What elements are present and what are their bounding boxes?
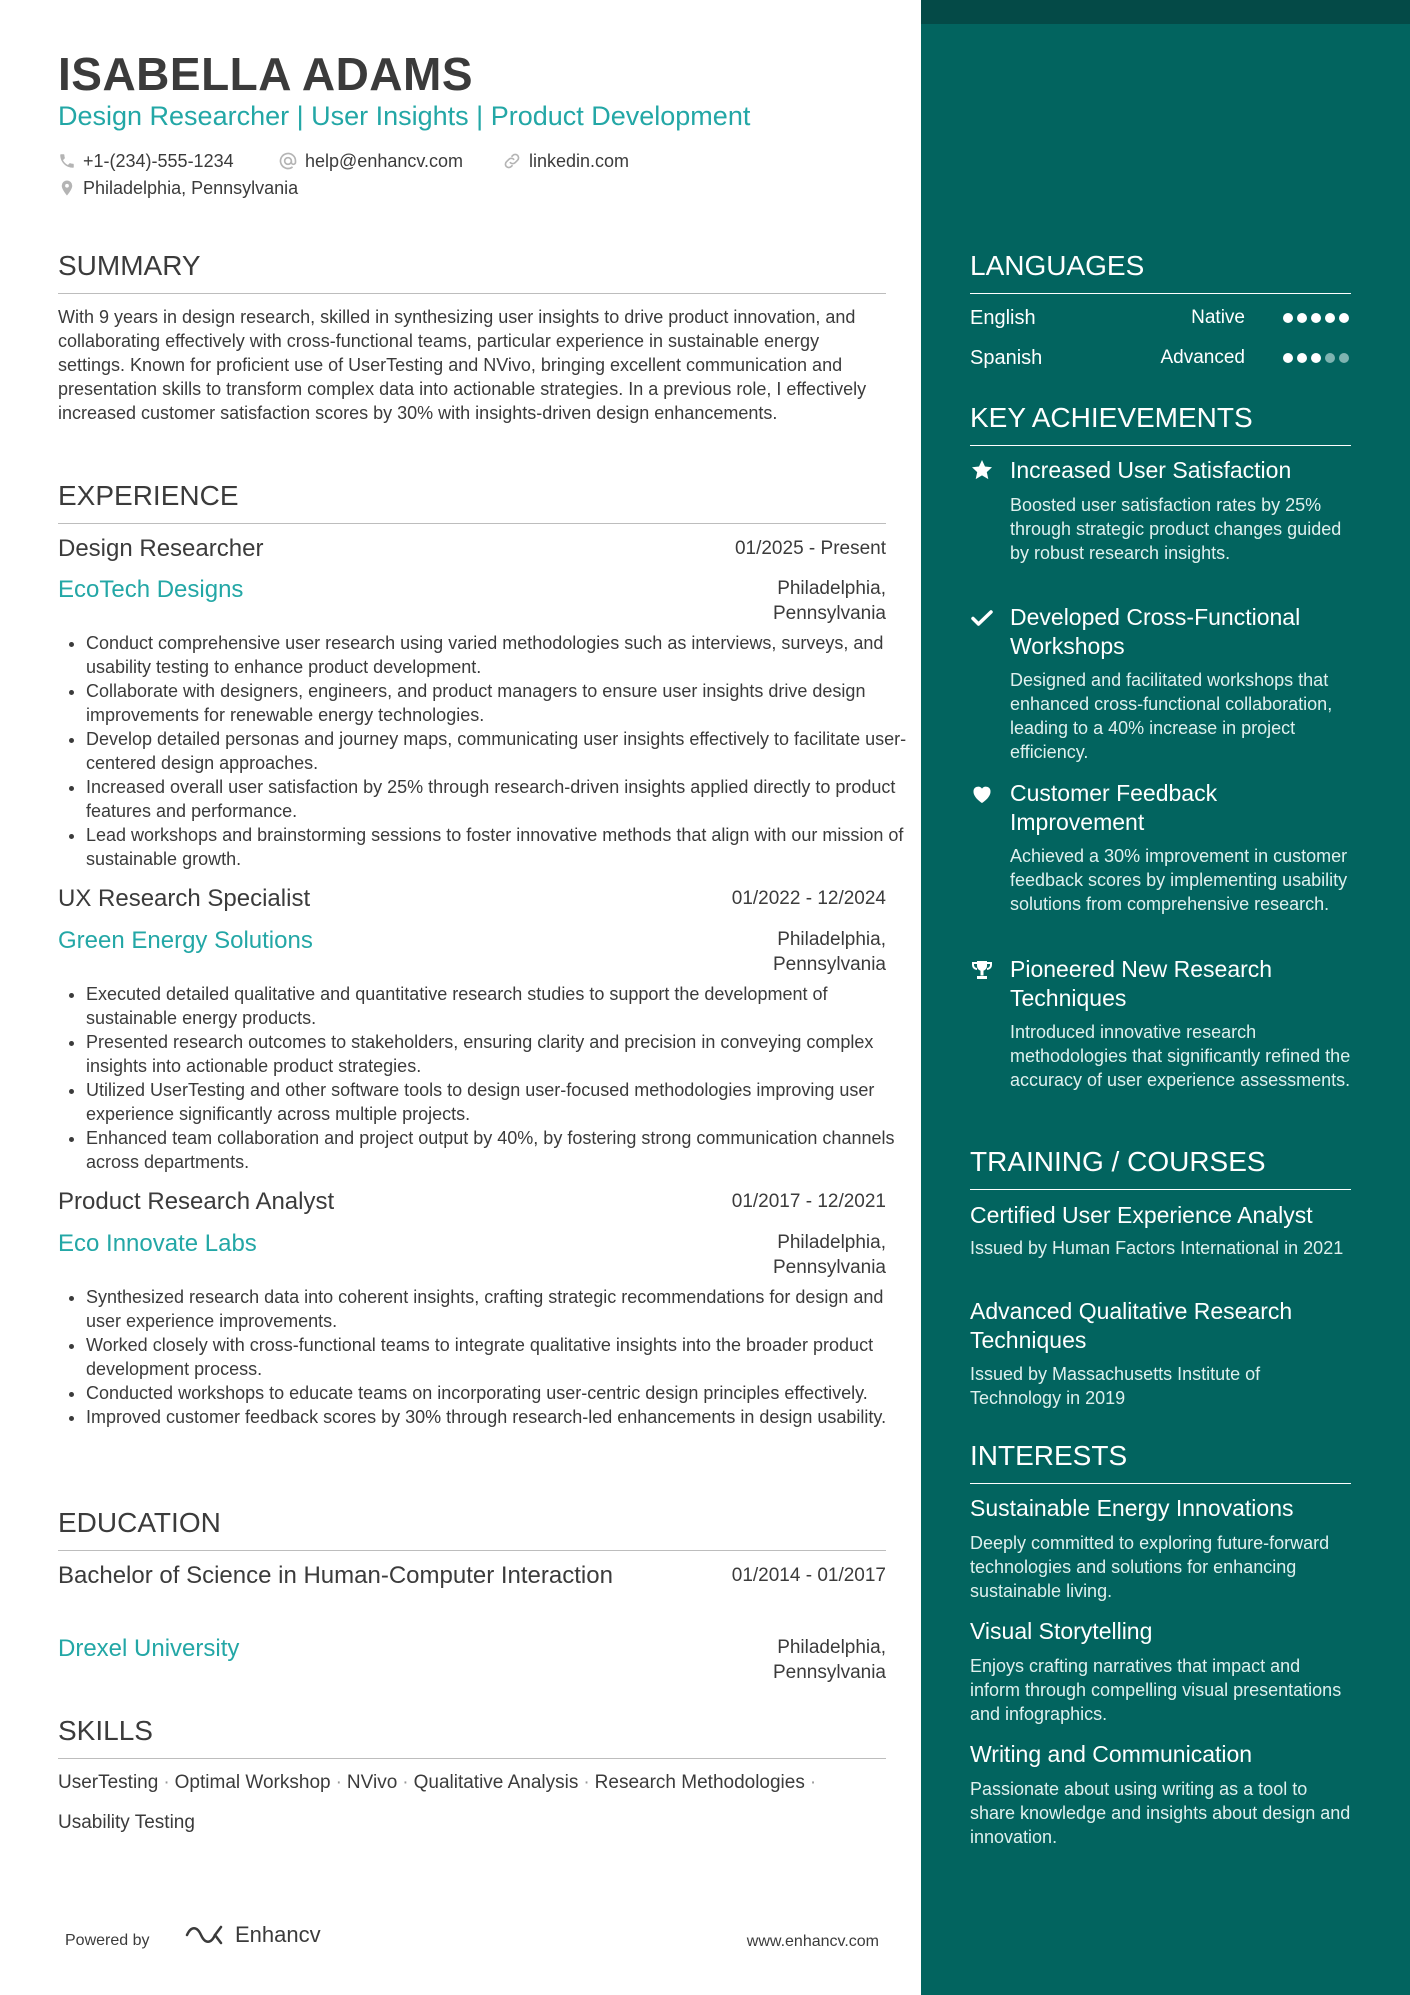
skill-separator: · <box>583 1772 590 1793</box>
language-level: Advanced <box>1160 347 1245 368</box>
contact-phone <box>58 149 234 173</box>
summary-heading: SUMMARY <box>58 248 886 294</box>
interest-desc: Passionate about using writing as a tool to share knowledge and insights about design and innovation. <box>970 1779 1351 1847</box>
interest-desc: Deeply committed to exploring future-forward technologies and solutions for enhancing sustainable living. <box>970 1533 1330 1601</box>
rating-dot-filled <box>1297 353 1307 363</box>
job-bullets <box>58 1285 914 1429</box>
languages-heading: LANGUAGES <box>970 248 1351 294</box>
interest-title: Writing and Communication <box>970 1741 1253 1767</box>
job-date: 01/2022 - 12/2024 <box>731 888 886 909</box>
job-bullets <box>58 631 914 871</box>
company-name: Green Energy Solutions <box>58 927 313 954</box>
linkedin-text[interactable]: linkedin.com <box>529 151 630 171</box>
language-name: Spanish <box>970 347 1043 369</box>
list-item: • Conducted workshops to educate teams on incorporating user-centric design principles effectively. <box>86 1381 914 1405</box>
contact-linkedin <box>502 149 629 173</box>
list-item: • Increased overall user satisfaction by 25% through research-driven insights applied directly to product features and performance. <box>86 775 914 823</box>
list-item: • Presented research outcomes to stakeholders, ensuring clarity and precision in conveying complex insights into actionable product strategies. <box>86 1030 914 1078</box>
rating-dot-filled <box>1339 313 1349 323</box>
checkmark-icon <box>970 606 994 630</box>
language-row <box>970 305 1351 331</box>
course-desc: Issued by Human Factors International in 2021 <box>970 1238 1344 1258</box>
education-location: Philadelphia, Pennsylvania <box>772 1637 886 1683</box>
language-rating <box>1279 353 1349 363</box>
education-date: 01/2014 - 01/2017 <box>731 1565 886 1586</box>
list-item: • Lead workshops and brainstorming sessions to foster innovative methods that align with our mission of sustainable growth. <box>86 823 914 871</box>
job-title: UX Research Specialist <box>58 885 311 912</box>
rating-dot-filled <box>1311 313 1321 323</box>
skill-separator: · <box>335 1772 342 1793</box>
enhancv-logo-icon <box>183 1923 231 1947</box>
interest-title: Sustainable Energy Innovations <box>970 1495 1294 1521</box>
list-item: • Conduct comprehensive user research using varied methodologies such as interviews, surveys, and usability testing to enhance product development. <box>86 631 914 679</box>
language-rating <box>1279 313 1349 323</box>
contact-email <box>278 149 463 173</box>
job-bullets <box>58 982 914 1174</box>
candidate-title: Design Researcher | User Insights | Product Development <box>58 101 751 131</box>
heart-icon <box>970 782 994 806</box>
skill-item: Optimal Workshop <box>174 1772 331 1793</box>
rating-dot-empty <box>1325 353 1335 363</box>
achievement-desc: Boosted user satisfaction rates by 25% through strategic product changes guided by robust research insights. <box>1010 495 1342 563</box>
rating-dot-empty <box>1339 353 1349 363</box>
job-date: 01/2025 - Present <box>734 538 886 559</box>
list-item: • Enhanced team collaboration and project output by 40%, by fostering strong communication channels across departments. <box>86 1126 914 1174</box>
course-title: Certified User Experience Analyst <box>970 1202 1313 1228</box>
skill-item: Usability Testing <box>58 1812 195 1833</box>
achievement-title: Increased User Satisfaction <box>1010 457 1292 483</box>
skill-separator: · <box>163 1772 170 1793</box>
candidate-name: ISABELLA ADAMS <box>58 48 474 100</box>
email-text[interactable]: help@enhancv.com <box>305 151 464 171</box>
sidebar <box>921 0 1410 1995</box>
skill-item: Qualitative Analysis <box>413 1772 579 1793</box>
job-location: Philadelphia, Pennsylvania <box>772 929 886 975</box>
language-level: Native <box>1191 307 1245 328</box>
trophy-icon <box>970 958 994 982</box>
course-desc: Issued by Massachusetts Institute of Technology in 2019 <box>970 1364 1261 1408</box>
star-icon <box>970 458 994 482</box>
link-icon <box>502 151 522 171</box>
skills-heading: SKILLS <box>58 1713 886 1759</box>
company-name: EcoTech Designs <box>58 576 244 603</box>
achievement-title: Customer Feedback Improvement <box>1010 780 1218 835</box>
interest-title: Visual Storytelling <box>970 1618 1153 1644</box>
phone-text[interactable]: +1-(234)-555-1234 <box>83 151 234 171</box>
achievement-desc: Achieved a 30% improvement in customer feedback scores by implementing usability solutions from comprehensive research. <box>1010 846 1348 914</box>
list-item: • Collaborate with designers, engineers, and product managers to ensure user insights drive design improvements for renewable energy technologies. <box>86 679 914 727</box>
experience-heading: EXPERIENCE <box>58 478 886 524</box>
list-item: • Utilized UserTesting and other software tools to design user-focused methodologies improving user experience significantly across multiple projects. <box>86 1078 914 1126</box>
list-item: • Executed detailed qualitative and quantitative research studies to support the development of sustainable energy products. <box>86 982 914 1030</box>
job-date: 01/2017 - 12/2021 <box>731 1191 886 1212</box>
powered-by-label: Powered by <box>65 1932 150 1949</box>
rating-dot-filled <box>1325 313 1335 323</box>
job-title: Design Researcher <box>58 535 264 562</box>
job-location: Philadelphia, Pennsylvania <box>772 578 886 624</box>
education-degree: Bachelor of Science in Human-Computer Interaction <box>58 1562 613 1589</box>
list-item: • Worked closely with cross-functional teams to integrate qualitative insights into the broader product development process. <box>86 1333 914 1381</box>
location-pin-icon <box>58 178 76 198</box>
education-school: Drexel University <box>58 1635 240 1662</box>
interests-heading: INTERESTS <box>970 1438 1351 1484</box>
skill-separator: · <box>809 1772 817 1793</box>
contact-location <box>58 176 298 200</box>
education-heading: EDUCATION <box>58 1505 886 1551</box>
list-item: • Develop detailed personas and journey maps, communicating user insights effectively to facilitate user-centered design approaches. <box>86 727 914 775</box>
phone-icon <box>58 152 76 170</box>
location-text: Philadelphia, Pennsylvania <box>83 178 299 198</box>
rating-dot-filled <box>1283 353 1293 363</box>
sidebar-top-bar <box>921 0 1410 24</box>
list-item: • Synthesized research data into coherent insights, crafting strategic recommendations for design and user experience improvements. <box>86 1285 914 1333</box>
achievement-desc: Introduced innovative research methodologies that significantly refined the accuracy of user experience assessments. <box>1010 1022 1351 1090</box>
enhancv-logo-text: Enhancv <box>235 1922 321 1947</box>
achievement-desc: Designed and facilitated workshops that enhanced cross-functional collaboration, leading to a 40% increase in project efficiency. <box>1010 670 1333 762</box>
job-title: Product Research Analyst <box>58 1188 335 1215</box>
skill-item: Research Methodologies <box>594 1772 805 1793</box>
achievement-title: Developed Cross-Functional Workshops <box>1010 604 1301 659</box>
achievement-title: Pioneered New Research Techniques <box>1010 956 1273 1011</box>
rating-dot-filled <box>1311 353 1321 363</box>
skill-separator: · <box>402 1772 409 1793</box>
achievements-heading: KEY ACHIEVEMENTS <box>970 400 1351 446</box>
rating-dot-filled <box>1283 313 1293 323</box>
course-title: Advanced Qualitative Research Techniques <box>970 1298 1293 1353</box>
job-location: Philadelphia, Pennsylvania <box>772 1232 886 1278</box>
skill-item: UserTesting <box>58 1772 159 1793</box>
enhancv-logo[interactable] <box>183 1922 321 1948</box>
training-heading: TRAINING / COURSES <box>970 1144 1351 1190</box>
skills-list <box>58 1763 898 1843</box>
language-name: English <box>970 307 1036 329</box>
company-name: Eco Innovate Labs <box>58 1230 257 1257</box>
at-icon <box>278 151 298 171</box>
skill-item: NVivo <box>346 1772 398 1793</box>
interest-desc: Enjoys crafting narratives that impact and inform through compelling visual presentations and infographics. <box>970 1656 1342 1724</box>
language-row <box>970 345 1351 371</box>
rating-dot-filled <box>1297 313 1307 323</box>
footer-url[interactable]: www.enhancv.com <box>746 1933 879 1950</box>
summary-text: With 9 years in design research, skilled in synthesizing user insights to drive product innovation, and collaborating effectively with cross-functional teams, particular experience in sustainable energy settings. Known for proficient use of UserTesting and NVivo, bringing excellent communication and presentation skills to transform complex data into actionable strategies. In a previous role, I effectively increased customer satisfaction scores by 30% with insights-driven design enhancements. <box>58 307 867 423</box>
list-item: • Improved customer feedback scores by 30% through research-led enhancements in design usability. <box>86 1405 914 1429</box>
